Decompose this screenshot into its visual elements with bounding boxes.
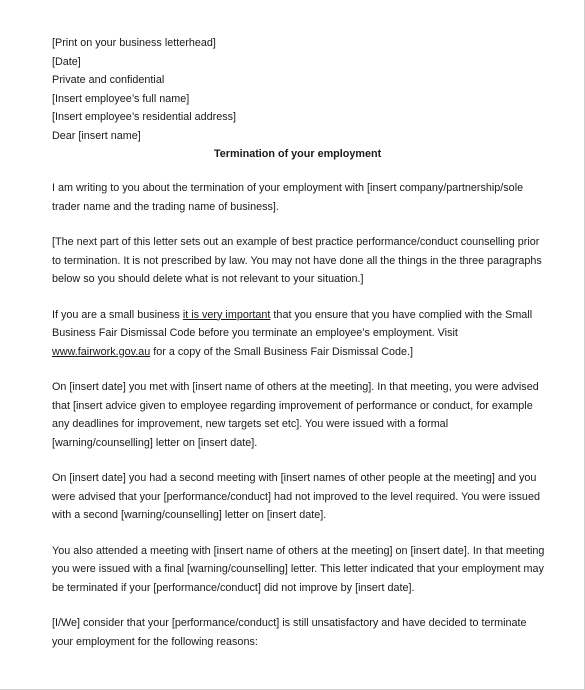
paragraph-line: [I/We] consider that your [performance/conduct] is still unsatisfactory and have decided to terminate — [52, 617, 527, 629]
paragraph-small-business — [52, 306, 552, 362]
date-placeholder: [Date] — [52, 55, 81, 68]
confidential-notice: Private and confidential — [52, 74, 165, 86]
emphasis-underlined: it is very important — [182, 308, 271, 321]
text-run: that you ensure that you have complied with the Small — [270, 308, 533, 321]
letter-title: Termination of your employment — [214, 148, 382, 160]
paragraph-line: your employment for the following reasons: — [52, 635, 258, 648]
paragraph-final-meeting — [52, 542, 552, 598]
paragraph-line: with a second [warning/counselling] letter on [insert date]. — [52, 509, 327, 521]
letterhead-placeholder: [Print on your business letterhead] — [52, 37, 216, 49]
paragraph-line: I am writing to you about the termination of your employment with [insert company/partnership/sole — [52, 182, 524, 194]
paragraph-line: trader name and the trading name of business]. — [52, 200, 279, 213]
text-run: If you are a small business — [52, 308, 183, 321]
paragraph-line: below so you should delete what is not relevant to your situation.] — [52, 273, 364, 285]
paragraph-line — [52, 343, 552, 362]
paragraph-line: be terminated if your [performance/conduct] did not improve by [insert date]. — [52, 581, 415, 594]
paragraph-decision — [52, 614, 552, 651]
paragraph-line: you were issued with a final [warning/counselling] letter. This letter indicated that your employment may — [52, 563, 544, 575]
employee-address-placeholder: [Insert employee’s residential address] — [52, 111, 237, 123]
paragraph-line: Business Fair Dismissal Code before you terminate an employee’s employment. Visit — [52, 327, 458, 339]
paragraph-first-meeting — [52, 378, 552, 452]
paragraph-line: any deadlines for improvement, new targets set etc]. You were issued with a formal — [52, 418, 449, 430]
fairwork-link[interactable]: www.fairwork.gov.au — [52, 345, 151, 358]
paragraph-best-practice-note — [52, 233, 552, 289]
paragraph-line: to termination. It is not prescribed by law. You may not have done all the things in the three paragraphs — [52, 254, 542, 267]
paragraph-line: were advised that your [performance/conduct] had not improved to the level required. You were issued — [52, 490, 540, 503]
paragraph-line: On [insert date] you met with [insert name of others at the meeting]. In that meeting, you were advised — [52, 381, 539, 393]
paragraph-line: You also attended a meeting with [insert name of others at the meeting] on [insert date]. In that meeting — [52, 544, 545, 557]
paragraph-line — [52, 306, 552, 325]
text-run: for a copy of the Small Business Fair Dismissal Code.] — [150, 345, 414, 358]
paragraph-line: [warning/counselling] letter on [insert date]. — [52, 436, 258, 449]
letter-header — [52, 34, 584, 145]
paragraph-intro — [52, 179, 552, 216]
paragraph-line: [The next part of this letter sets out an example of best practice performance/conduct counselling prior — [52, 236, 540, 248]
paragraph-line: On [insert date] you had a second meeting with [insert names of other people at the meeting] and you — [52, 472, 537, 484]
paragraph-second-meeting — [52, 469, 552, 525]
employee-name-placeholder: [Insert employee’s full name] — [52, 92, 190, 105]
paragraph-line: that [insert advice given to employee regarding improvement of performance or conduct, for example — [52, 399, 533, 412]
salutation: Dear [insert name] — [52, 129, 141, 142]
